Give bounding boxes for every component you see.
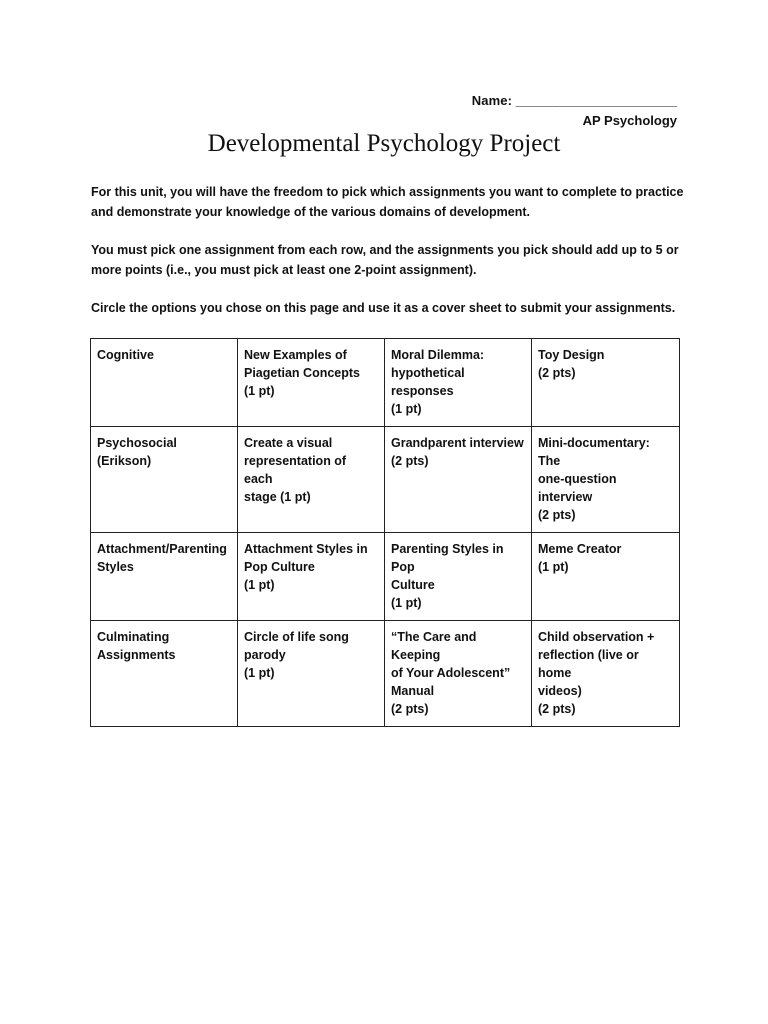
table-row-attachment-parenting (91, 533, 680, 621)
assignment-option-cell: Mini-documentary: The one-question interview (2 pts) (532, 427, 680, 533)
assignment-option-cell: New Examples of Piagetian Concepts (1 pt) (238, 339, 385, 427)
course-label: AP Psychology (582, 113, 677, 128)
assignment-choice-table (90, 338, 680, 727)
table-row-culminating (91, 621, 680, 727)
category-cell: Culminating Assignments (91, 621, 238, 727)
assignment-option-cell: “The Care and Keeping of Your Adolescent” Manual (2 pts) (385, 621, 532, 727)
instruction-paragraph-1: For this unit, you will have the freedom to pick which assignments you want to complete to practice and demonstrate your knowledge of the various domains of development. (91, 185, 684, 219)
assignment-option-cell: Moral Dilemma: hypothetical responses (1 pt) (385, 339, 532, 427)
instruction-paragraph-2: You must pick one assignment from each row, and the assignments you pick should add up to 5 or more points (i.e., you must pick at least one 2-point assignment). (91, 243, 679, 277)
assignment-option-cell: Create a visual representation of each stage (1 pt) (238, 427, 385, 533)
assignment-option-cell: Toy Design (2 pts) (532, 339, 680, 427)
assignment-option-cell: Grandparent interview (2 pts) (385, 427, 532, 533)
category-cell: Cognitive (91, 339, 238, 427)
assignment-option-cell: Child observation + reflection (live or home videos) (2 pts) (532, 621, 680, 727)
assignment-option-cell: Circle of life song parody (1 pt) (238, 621, 385, 727)
category-cell: Attachment/Parenting Styles (91, 533, 238, 621)
name-field-label: Name: ______________________ (471, 93, 677, 108)
table-row-cognitive (91, 339, 680, 427)
instruction-paragraph-3: Circle the options you chose on this page and use it as a cover sheet to submit your assignments. (91, 301, 676, 315)
assignment-option-cell: Parenting Styles in Pop Culture (1 pt) (385, 533, 532, 621)
table-row-psychosocial (91, 427, 680, 533)
page-title: Developmental Psychology Project (207, 130, 561, 157)
category-cell: Psychosocial (Erikson) (91, 427, 238, 533)
assignment-option-cell: Attachment Styles in Pop Culture (1 pt) (238, 533, 385, 621)
assignment-option-cell: Meme Creator (1 pt) (532, 533, 680, 621)
